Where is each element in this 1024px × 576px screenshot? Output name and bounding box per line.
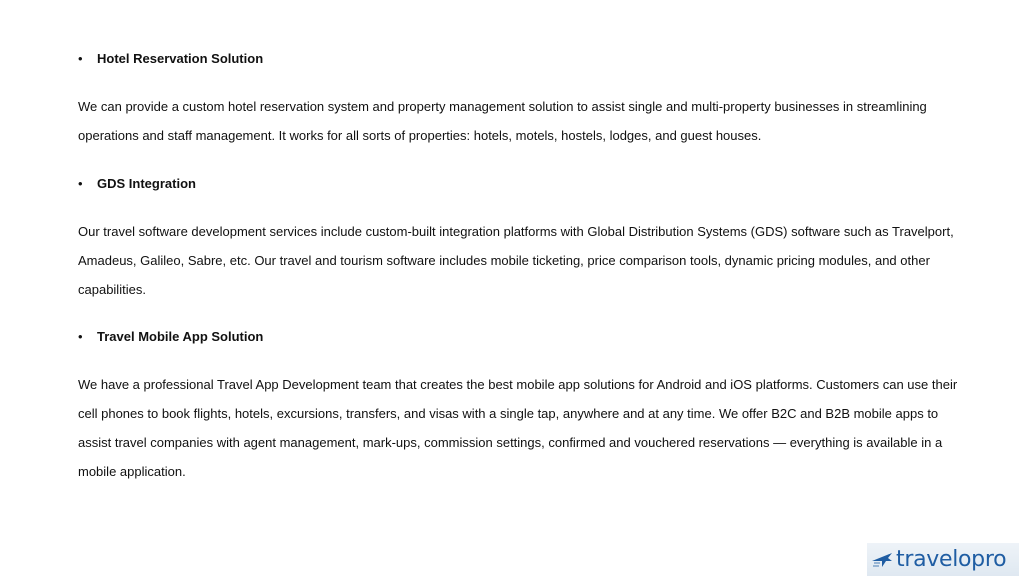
section-paragraph-travel-mobile-app: We have a professional Travel App Development team that creates the best mobile app solutions for Android and iOS platforms. Customers can use their cell phones to book flights, hotels, excursions, transfers, and visas with a single tap, anywhere and at any time. We offer B2C and B2B mobile apps to assist travel companies with agent management, mark-ups, commission settings, confirmed and vouchered reservations — everything is available in a mobile application. [78, 377, 958, 479]
section-heading-text: Hotel Reservation Solution [97, 51, 264, 66]
section-paragraph-hotel-reservation: We can provide a custom hotel reservation system and property management solution to assist single and multi-property businesses in streamlining operations and staff management. It works for all sorts of properties: hotels, motels, hostels, lodges, and guest houses. [78, 99, 927, 143]
airplane-icon [870, 548, 894, 572]
section-heading-text: Travel Mobile App Solution [97, 329, 264, 344]
section-heading-text: GDS Integration [97, 176, 196, 191]
section-heading-gds-integration [78, 176, 196, 191]
bullet-icon: • [78, 329, 83, 344]
section-heading-travel-mobile-app [78, 329, 263, 344]
bullet-icon: • [78, 176, 83, 191]
section-heading-hotel-reservation [78, 51, 263, 66]
bullet-icon: • [78, 51, 83, 66]
logo-text: travelopro [896, 546, 1007, 572]
section-paragraph-gds-integration: Our travel software development services include custom-built integration platforms with Global Distribution Systems (GDS) software such as Travelport, Amadeus, Galileo, Sabre, etc. Our travel and tourism software includes mobile ticketing, price comparison tools, dynamic pricing modules, and other capabilities. [78, 224, 954, 297]
travelopro-logo [867, 543, 1019, 576]
